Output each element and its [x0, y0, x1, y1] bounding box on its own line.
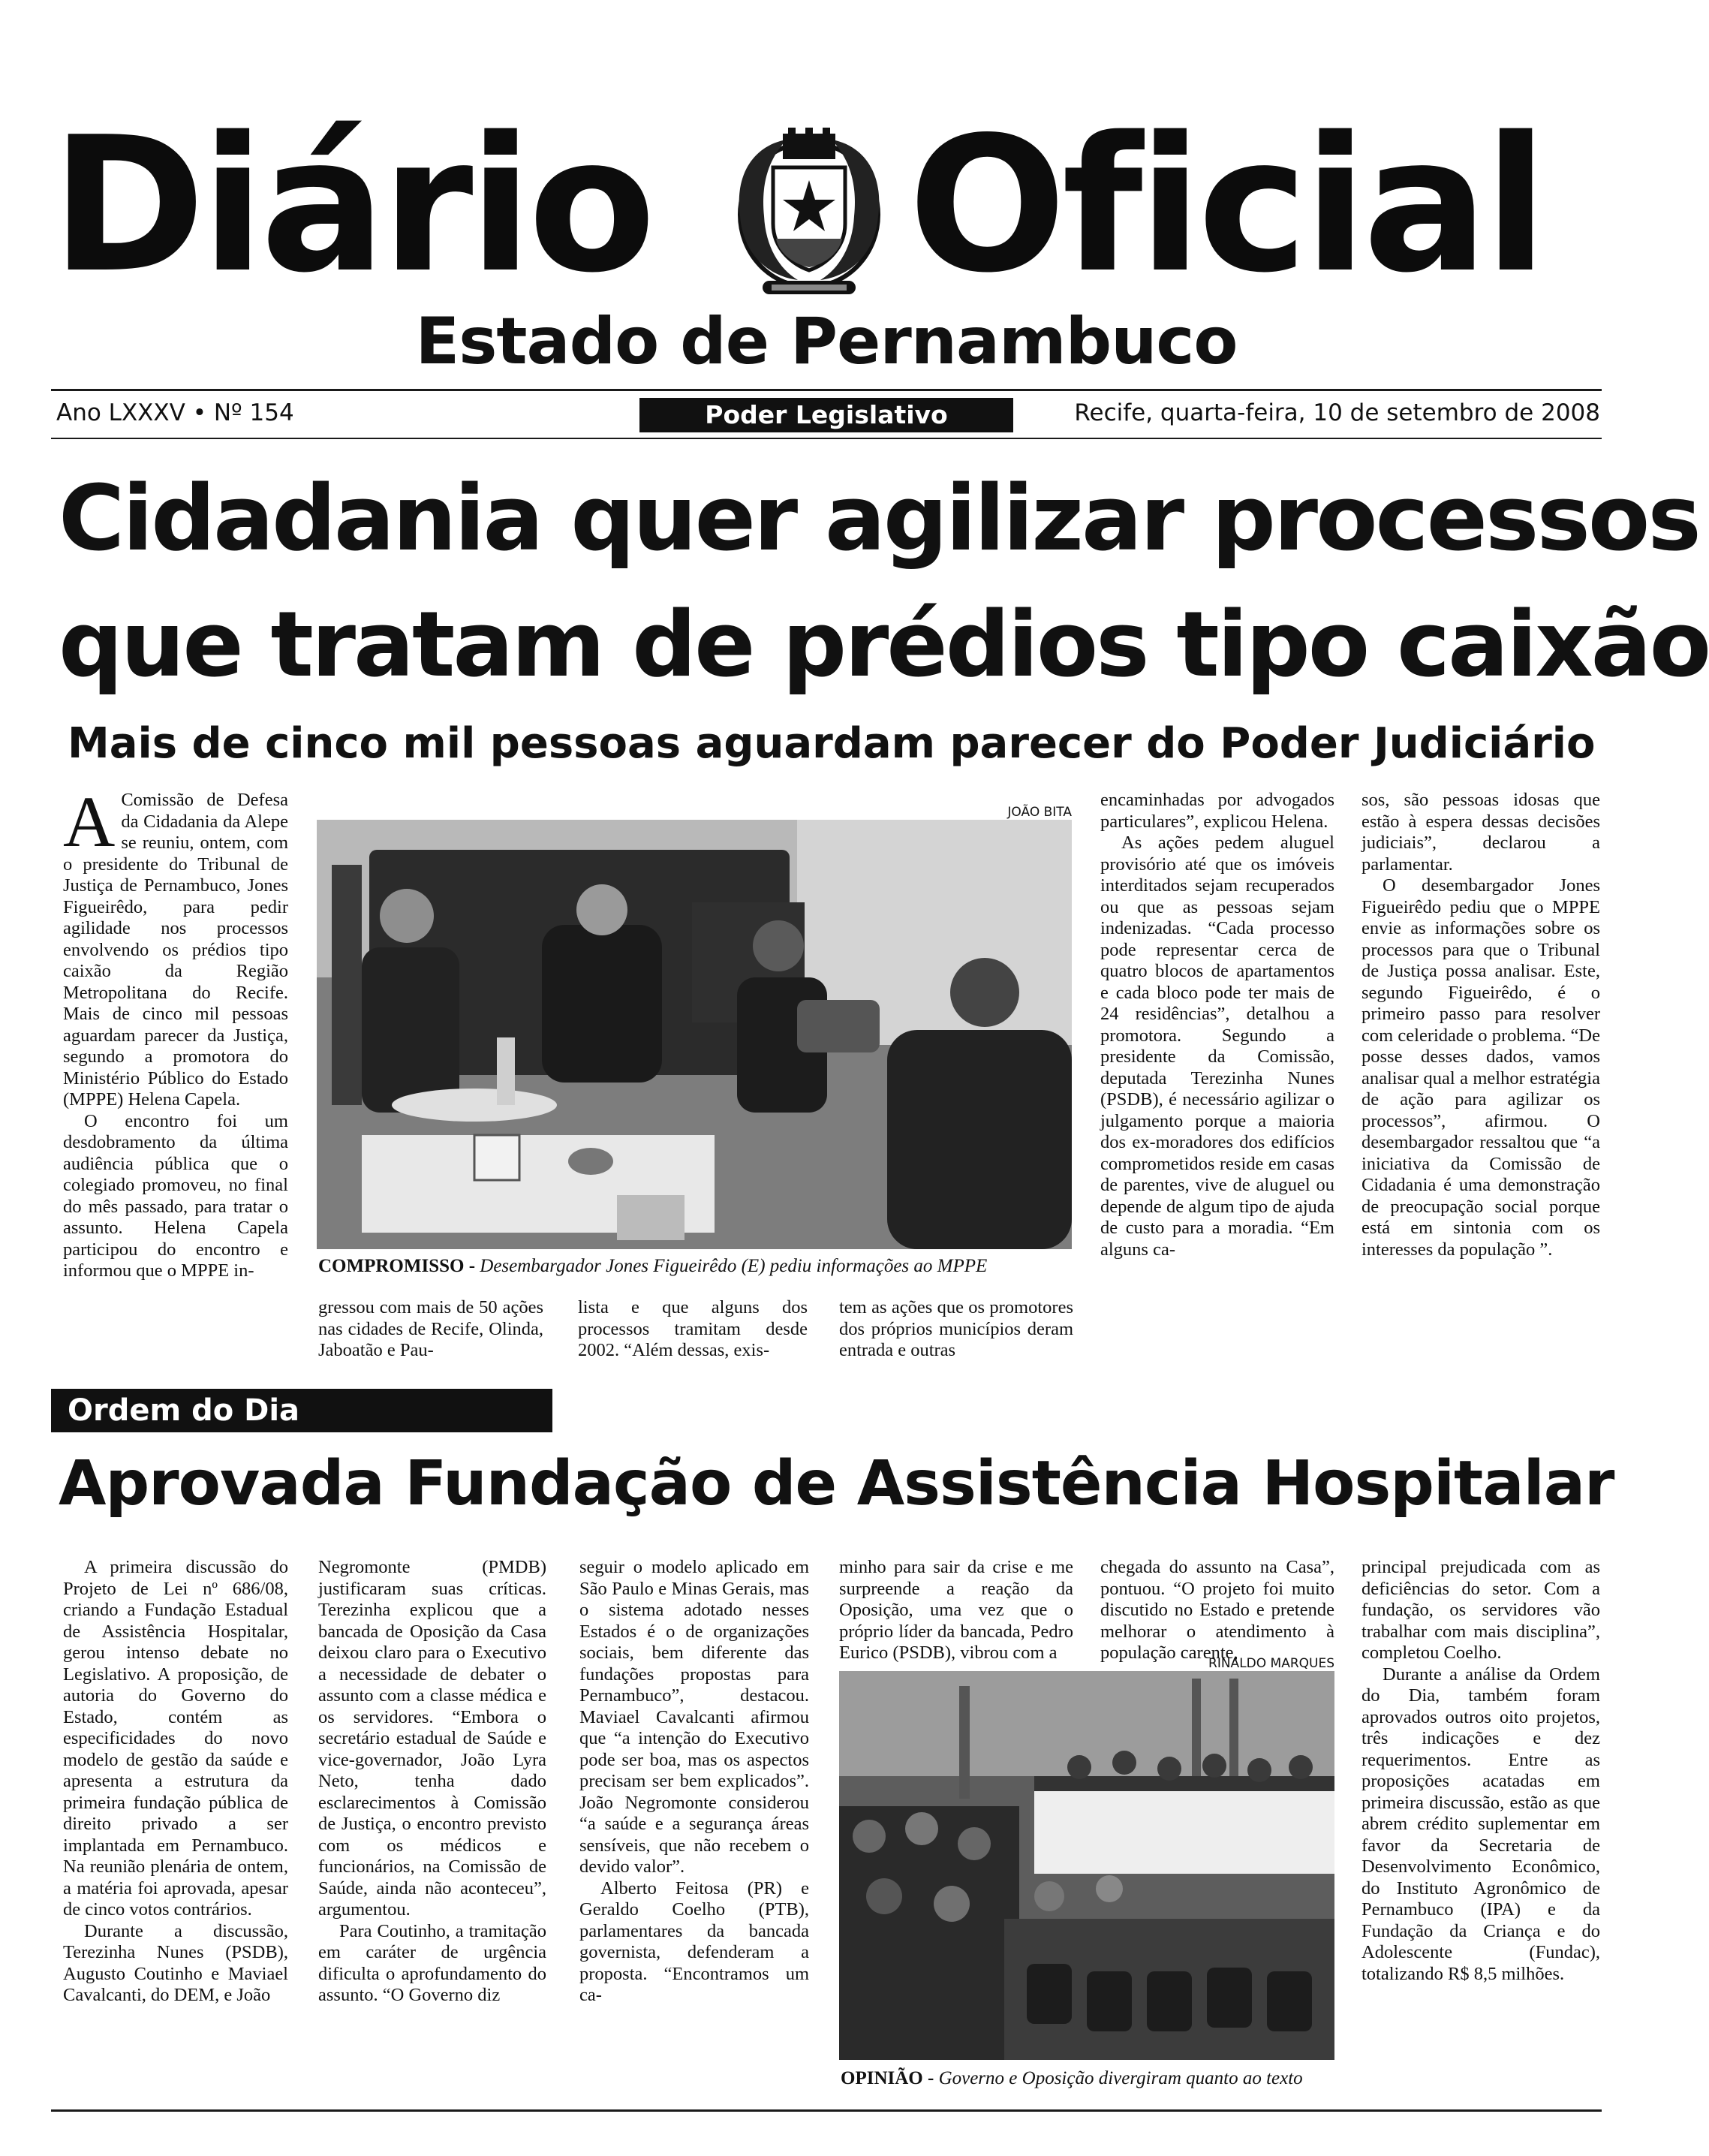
- lead-column-1: [63, 781, 288, 1368]
- lead-photo-credit: JOÃO BITA: [1007, 805, 1072, 820]
- lead-col2-text: gressou com mais de 50 ações nas cidades de Recife, Olinda, Jaboatão e Pau-: [318, 1297, 543, 1360]
- dropcap: A: [63, 781, 116, 862]
- second-headline: Aprovada Fundação de Assistência Hospitalar: [59, 1448, 1614, 1519]
- plenary-photo-illustration: [839, 1671, 1334, 2060]
- meeting-photo-illustration: [317, 820, 1072, 1249]
- second-caption-label: OPINIÃO -: [841, 2068, 934, 2088]
- second-col1-paragraph-1: A primeira discussão do Projeto de Lei nº 686/08, criando a Fundação Estadual de Assistência Hospitalar, gerou intenso debate no Legislativo. A proposição, de autoria do Governo do Estado, contém as especificidades do novo modelo de gestão da saúde e apresenta a estrutura da primeira fundação pública de direito privado a ser implantada em Pernambuco. Na reunião plenária de ontem, a matéria foi aprovada, apesar de cinco votos contrários.: [63, 1557, 288, 1920]
- lead-headline-line1: Cidadania quer agilizar processos: [59, 467, 1699, 571]
- page-bottom-rule: [51, 2109, 1602, 2112]
- masthead-top-rule: [51, 389, 1602, 391]
- second-col4-text: minho para sair da crise e me surpreende a reação da Oposição, uma vez que o próprio líder da bancada, Pedro Eurico (PSDB), vibrou com a: [839, 1557, 1073, 1663]
- second-column-3: [579, 1557, 809, 2105]
- second-col6-paragraph-1: principal prejudicada com as deficiências do setor. Com a fundação, os servidores vão trabalhar com mais disciplina”, completou Coelho.: [1361, 1557, 1600, 1663]
- ordem-do-dia-label: Ordem do Dia: [51, 1389, 552, 1432]
- lead-col5-paragraph-2: As ações pedem aluguel provisório até que os imóveis interditados sejam recuperados ou que as pessoas sejam indenizadas. “Cada processo pode representar cerca de quatro blocos de apartamentos e cada bloco pode ter mais de 24 residências”, detalhou a promotora. Segundo a presidente da Comissão, deputada Terezinha Nunes (PSDB), é necessário agilizar o julgamento porque a maioria dos ex-moradores dos edifícios comprometidos reside em casas de parentes, vive de aluguel ou depende de algum tipo de ajuda de custo para a moradia. “Em alguns ca-: [1100, 833, 1334, 1260]
- lead-col1-paragraph-1: Comissão de Defesa da Cidadania da Alepe se reuniu, ontem, com o presidente do Tribunal de Justiça de Pernambuco, Jones Figueirêdo, para pedir agilidade nos processos envolvendo os prédios tipo caixão da Região Metropolitana do Recife. Mais de cinco mil pessoas aguardam parecer da Justiça, segundo a promotora do Ministério Público do Estado (MPPE) Helena Capela.: [63, 790, 288, 1110]
- lead-col6-paragraph-1: sos, são pessoas idosas que estão à espera dessas decisões judiciais”, declarou a parlamentar.: [1361, 790, 1600, 875]
- plenary-photo: [839, 1671, 1334, 2060]
- second-photo-credit: RINALDO MARQUES: [1208, 1656, 1334, 1671]
- second-column-6: [1361, 1557, 1600, 2105]
- second-photo-caption: [841, 2067, 1303, 2090]
- lead-column-4: [839, 1297, 1073, 1372]
- second-column-4: [839, 1557, 1073, 1663]
- second-column-5: [1100, 1557, 1334, 1663]
- lead-caption-text: Desembargador Jones Figueirêdo (E) pediu informações ao MPPE: [480, 1256, 988, 1276]
- lead-col3-text: lista e que alguns dos processos tramitam desde 2002. “Além dessas, exis-: [578, 1297, 808, 1360]
- masthead-bottom-rule: [51, 438, 1602, 439]
- lead-column-5: [1100, 790, 1334, 1368]
- lead-headline-line2: que tratam de prédios tipo caixão: [59, 593, 1709, 697]
- lead-col1-paragraph-2: O encontro foi um desdobramento da última audiência pública que o colegiado promoveu, no final do mês passado, para tratar o assunto. Helena Capela participou do encontro e informou que o MPPE in-: [63, 1110, 288, 1281]
- lead-column-3: [578, 1297, 808, 1372]
- lead-column-6: [1361, 790, 1600, 1368]
- dateline: Recife, quarta-feira, 10 de setembro de 2008: [1074, 399, 1600, 426]
- second-col2-paragraph-2: Para Coutinho, a tramitação em caráter de urgência dificulta o aprofundamento do assunto. “O Governo diz: [318, 1920, 546, 2005]
- masthead-title-right: Oficial: [908, 98, 1544, 314]
- pernambuco-coat-of-arms-icon: [727, 126, 892, 299]
- lead-col4-text: tem as ações que os promotores dos próprios municípios deram entrada e outras: [839, 1297, 1073, 1360]
- masthead-title-left: Diário: [51, 98, 651, 314]
- second-col3-paragraph-2: Alberto Feitosa (PR) e Geraldo Coelho (PTB), parlamentares da bancada governista, defenderam a proposta. “Encontramos um ca-: [579, 1877, 809, 2005]
- lead-column-2: [318, 1297, 543, 1372]
- second-col1-paragraph-2: Durante a discussão, Terezinha Nunes (PSDB), Augusto Coutinho e Maviael Cavalcanti, do DEM, e João: [63, 1920, 288, 2005]
- second-col6-paragraph-2: Durante a análise da Ordem do Dia, também foram aprovados outros oito projetos, três indicações e dez requerimentos. Entre as proposições acatadas em primeira discussão, estão as que abrem crédito suplementar em favor da Secretaria de Desenvolvimento Econômico, do Instituto Agronômico de Pernambuco (IPA) e da Fundação da Criança e do Adolescente (Fundac), totalizando R$ 8,5 milhões.: [1361, 1664, 1600, 1984]
- lead-caption-label: COMPROMISSO -: [318, 1256, 476, 1276]
- lead-photo-caption: [318, 1255, 987, 1278]
- masthead-subtitle: Estado de Pernambuco: [415, 304, 1238, 379]
- section-badge: Poder Legislativo: [639, 398, 1013, 432]
- second-col2-paragraph-1: Negromonte (PMDB) justificaram suas críticas. Terezinha explicou que a bancada de Oposição da Casa deixou claro para o Executivo a necessidade de debater o assunto com a classe médica e os servidores. “Embora o secretário estadual de Saúde e vice-governador, João Lyra Neto, tenha dado esclarecimentos à Comissão de Justiça, o encontro previsto com os médicos e funcionários, na Comissão de Saúde, ainda não aconteceu”, argumentou.: [318, 1557, 546, 1920]
- lead-col6-paragraph-2: O desembargador Jones Figueirêdo pediu que o MPPE envie as informações sobre os processos para que o Tribunal de Justiça possa analisar. Este, segundo Figueirêdo, é o primeiro passo para resolver com celeridade o problema. “De posse desses dados, vamos analisar qual a melhor estratégia de ação para agilizar os processos”, afirmou. O desembargador ressaltou que “a iniciativa da Comissão de Cidadania é uma demonstração de preocupação social porque está em sintonia com os interesses da população ”.: [1361, 875, 1600, 1260]
- second-column-1: [63, 1557, 288, 2105]
- lead-deck: Mais de cinco mil pessoas aguardam parecer do Poder Judiciário: [68, 719, 1596, 768]
- lead-col5-paragraph-1: encaminhadas por advogados particulares”, explicou Helena.: [1100, 790, 1334, 832]
- edition-number: Ano LXXXV • Nº 154: [56, 399, 294, 426]
- second-col3-paragraph-1: seguir o modelo aplicado em São Paulo e Minas Gerais, mas o sistema adotado nesses Estados é o de organizações sociais, bem diferente das fundações propostas para Pernambuco”, destacou. Maviael Cavalcanti afirmou que “a intenção do Executivo pode ser boa, mas os aspectos precisam ser bem explicados”. João Negromonte considerou “a saúde e a segurança áreas sensíveis, que não recebem o devido valor”.: [579, 1557, 809, 1877]
- lead-photo: [317, 820, 1072, 1249]
- second-caption-text: Governo e Oposição divergiram quanto ao texto: [938, 2068, 1303, 2088]
- second-column-2: [318, 1557, 546, 2105]
- second-col5-text: chegada do assunto na Casa”, pontuou. “O projeto foi muito discutido no Estado e pretende melhorar o atendimento à população carente,: [1100, 1557, 1334, 1663]
